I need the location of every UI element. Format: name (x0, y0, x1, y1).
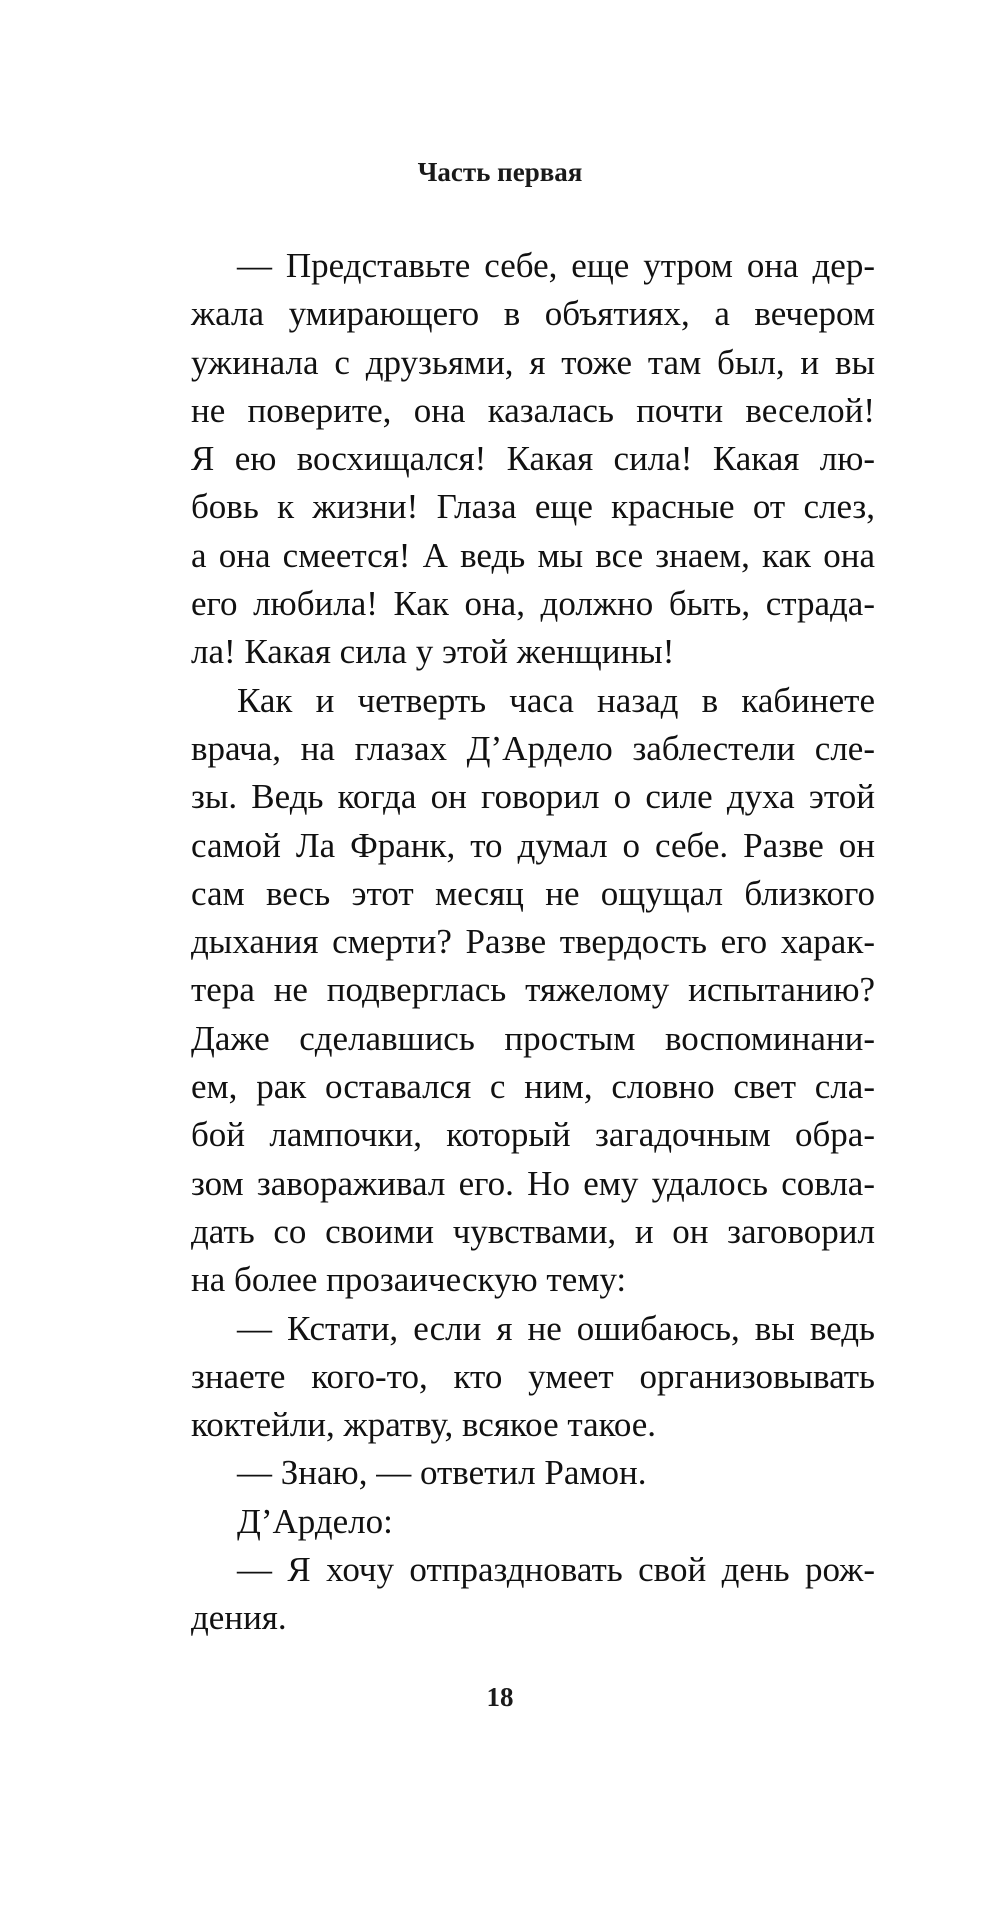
text-line: — Знаю, — ответил Рамон. (237, 1453, 647, 1493)
text-line: ужинала с друзьями, я тоже там был, и вы (191, 342, 875, 382)
text-line: Д’Ардело: (237, 1501, 393, 1541)
text-line: дения. (191, 1598, 287, 1638)
text-line: — Кстати, если я не ошибаюсь, вы ведь (237, 1308, 875, 1348)
text-line: бовь к жизни! Глаза еще красные от слез, (191, 487, 875, 527)
running-head: Часть первая (417, 157, 583, 187)
text-line: зы. Ведь когда он говорил о силе духа этой (191, 777, 875, 817)
text-line: бой лампочки, который загадочным обра- (191, 1115, 875, 1155)
text-line: Я ею восхищался! Какая сила! Какая лю- (191, 439, 875, 479)
text-line: ем, рак оставался с ним, словно свет сла- (191, 1067, 875, 1107)
text-line: на более прозаическую тему: (191, 1260, 627, 1300)
body-text (191, 242, 875, 1643)
text-line: врача, на глазах Д’Ардело заблестели сле- (191, 728, 875, 768)
text-line: сам весь этот месяц не ощущал близкого (191, 873, 875, 913)
text-line: Даже сделавшись простым воспоминани- (191, 1018, 875, 1058)
text-line: дать со своими чувствами, и он заговорил (191, 1211, 875, 1251)
text-line: зом завораживал его. Но ему удалось совла- (191, 1163, 875, 1203)
text-line: а она смеется! А ведь мы все знаем, как она (191, 535, 875, 575)
text-line: — Я хочу отпраздновать свой день рож- (237, 1550, 875, 1590)
text-line: знаете кого-то, кто умеет организовывать (191, 1356, 875, 1396)
text-line: коктейли, жратву, всякое такое. (191, 1405, 657, 1445)
text-line: ла! Какая сила у этой женщины! (191, 632, 675, 672)
text-line: жала умирающего в объятиях, а вечером (191, 294, 875, 334)
text-line: дыхания смерти? Разве твердость его харак- (191, 922, 875, 962)
text-line: его любила! Как она, должно быть, страда- (191, 584, 875, 624)
page-number: 18 (486, 1682, 514, 1712)
text-line: самой Ла Франк, то думал о себе. Разве он (191, 825, 875, 865)
text-line: — Представьте себе, еще утром она дер- (237, 246, 875, 285)
text-line: не поверите, она казалась почти веселой! (191, 390, 875, 430)
text-line: тера не подверглась тяжелому испытанию? (191, 970, 875, 1010)
text-line: Как и четверть часа назад в кабинете (237, 680, 875, 720)
